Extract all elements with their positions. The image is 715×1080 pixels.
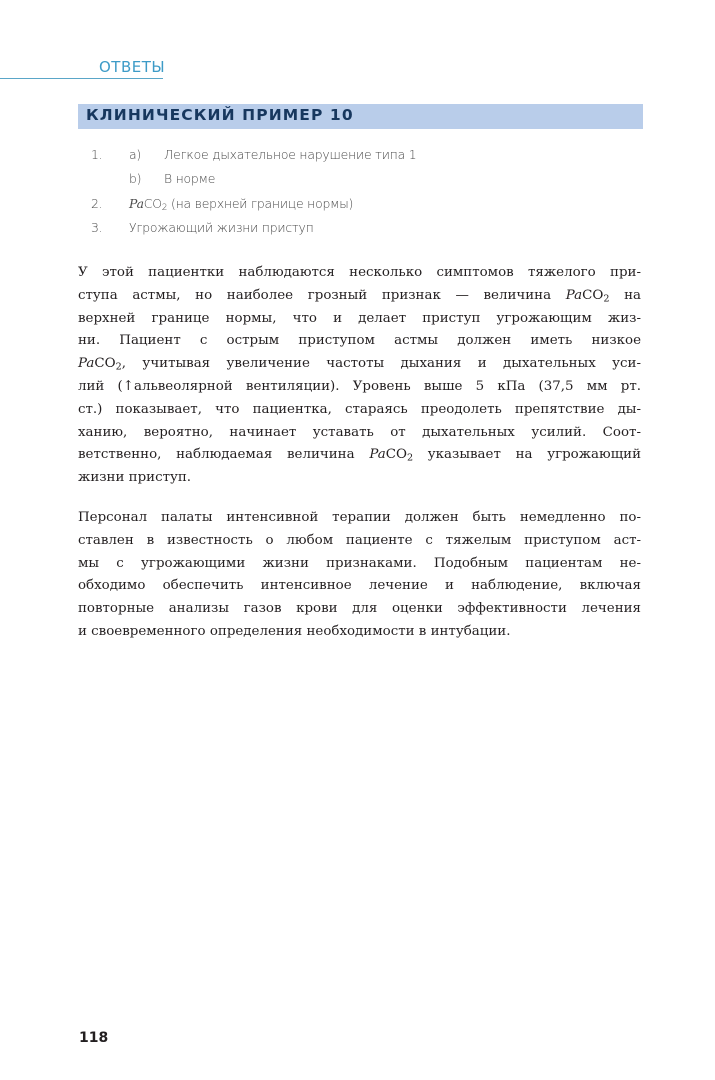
formula-italic: Pa xyxy=(78,356,95,372)
paragraph-line: повторные анализы газов крови для оценки эффективности лечения xyxy=(78,601,641,617)
paragraph-line: ст.) показывает, что пациентка, стараясь преодолеть препятствие ды- xyxy=(78,401,641,417)
answer-3 xyxy=(91,220,314,235)
answer-sub-label: b) xyxy=(129,171,142,186)
answer-1a xyxy=(91,147,417,162)
answer-2 xyxy=(91,196,354,214)
paragraph-line: У этой пациентки наблюдаются несколько симптомов тяжелого при- xyxy=(78,265,641,280)
formula-subscript: 2 xyxy=(115,361,122,373)
paragraph-line: ветственно, наблюдаемая величина PaCO2 указывает на угрожающий xyxy=(78,447,641,464)
formula-subscript: 2 xyxy=(603,293,610,305)
paragraph-line: Персонал палаты интенсивной терапии должен быть немедленно по- xyxy=(78,510,641,525)
answer-number: 3. xyxy=(91,220,103,235)
case-banner xyxy=(78,104,643,129)
paragraph-line: мы с угрожающими жизни признаками. Подобным пациентам не- xyxy=(78,555,641,571)
header-rule xyxy=(0,78,163,79)
formula-subscript: 2 xyxy=(406,452,414,464)
formula-italic: Pa xyxy=(369,447,386,463)
page-number: 118 xyxy=(79,1030,109,1046)
section-label: ОТВЕТЫ xyxy=(99,58,166,76)
case-title: КЛИНИЧЕСКИЙ ПРИМЕР 10 xyxy=(86,106,354,124)
paragraph-line: ступа астмы, но наиболее грозный признак — величина PaCO2 на xyxy=(78,287,641,305)
answer-formula: CO xyxy=(143,196,162,211)
formula-main: CO xyxy=(385,447,407,463)
answer-note: (на верхней границе нормы) xyxy=(167,196,354,211)
answer-number: 2. xyxy=(91,196,103,211)
paragraph-line: жизни приступ. xyxy=(78,470,192,486)
paragraph-line: PaCO2, учитывая увеличение частоты дыхания и дыхательных уси- xyxy=(78,356,641,373)
answer-subscript: 2 xyxy=(161,203,168,214)
paragraph-line: обходимо обеспечить интенсивное лечение и наблюдение, включая xyxy=(78,578,641,594)
paragraph-line: ханию, вероятно, начинает уставать от дыхательных усилий. Соот- xyxy=(78,424,641,440)
answer-text xyxy=(129,196,353,213)
paragraph-line: и своевременного определения необходимости в интубации. xyxy=(78,623,511,639)
answer-text: Угрожающий жизни приступ xyxy=(129,220,314,235)
formula-main: CO xyxy=(582,287,604,303)
paragraph-line: лий (↑альвеолярной вентиляции). Уровень выше 5 кПа (37,5 мм рт. xyxy=(78,378,641,394)
answer-italic-prefix: Pa xyxy=(129,196,144,211)
answer-text: В норме xyxy=(164,171,216,186)
paragraph-line: ставлен в известность о любом пациенте с тяжелым приступом аст- xyxy=(78,532,641,548)
answer-sub-label: a) xyxy=(129,147,142,162)
paragraph-1 xyxy=(78,262,641,490)
formula-main: CO xyxy=(94,356,116,372)
paragraph-2 xyxy=(78,507,641,644)
answer-number: 1. xyxy=(91,147,103,162)
formula-italic: Pa xyxy=(565,287,583,303)
answer-text: Легкое дыхательное нарушение типа 1 xyxy=(164,147,417,162)
paragraph-line: ни. Пациент с острым приступом астмы должен иметь низкое xyxy=(78,333,641,349)
paragraph-line: верхней границе нормы, что и делает приступ угрожающим жиз- xyxy=(78,310,641,326)
